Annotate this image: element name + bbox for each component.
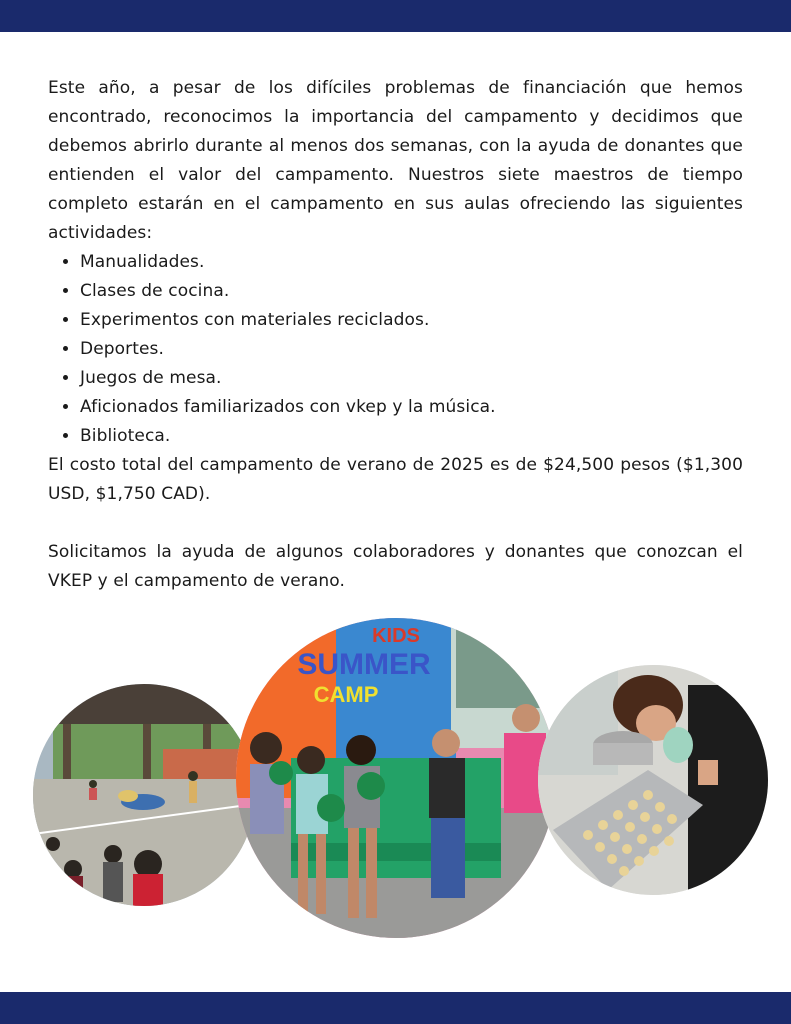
list-item: • Manualidades. [80,248,743,277]
photo-pavilion [33,684,255,906]
intro-paragraph: Este año, a pesar de los difíciles problemas de financiación que hemos encontrado, reconocimos la importancia del campamento y decidimos que debemos abrirlo durante al menos dos semanas, con la ayuda de donantes que entienden el valor del campamento. Nuestros siete maestros de tiempo completo estarán en el campamento en sus aulas ofreciendo las siguientes actividades: [48,78,743,243]
list-item: • Biblioteca. [80,422,743,451]
list-item: • Deportes. [80,335,743,364]
list-item: • Experimentos con materiales reciclados. [80,306,743,335]
sign-summer: SUMMER [297,648,431,681]
document-body [48,74,743,596]
list-item: • Aficionados familiarizados con vkep y la música. [80,393,743,422]
top-banner [0,0,791,32]
sign-kids: KIDS [372,625,420,647]
request-paragraph: Solicitamos la ayuda de algunos colaboradores y donantes que conozcan el VKEP y el campamento de verano. [48,542,743,591]
photo-baking [538,665,768,895]
list-item: • Juegos de mesa. [80,364,743,393]
photo-summer-camp [236,618,556,938]
bottom-banner [0,992,791,1024]
list-item: • Clases de cocina. [80,277,743,306]
sign-camp: CAMP [313,682,379,707]
activities-list [48,248,743,451]
cost-paragraph: El costo total del campamento de verano de 2025 es de $24,500 pesos ($1,300 USD, $1,750 CAD). [48,455,743,504]
